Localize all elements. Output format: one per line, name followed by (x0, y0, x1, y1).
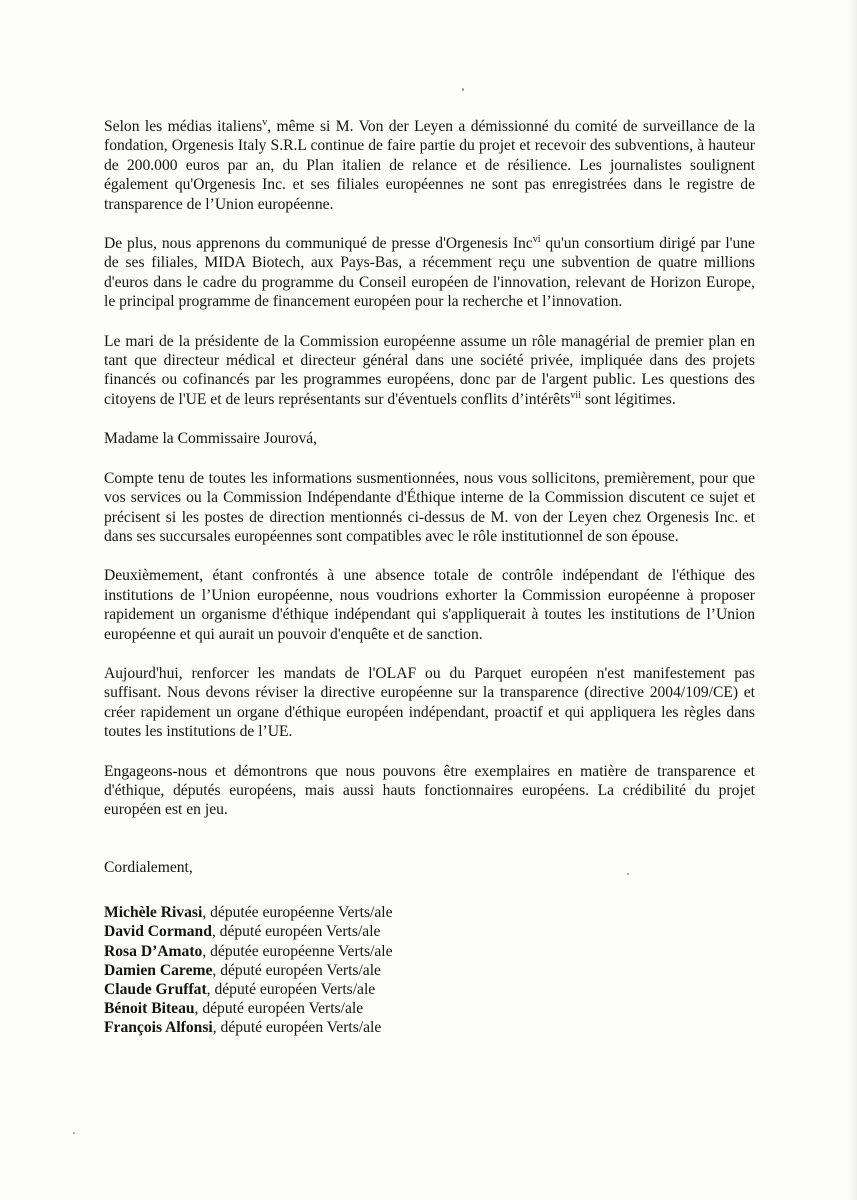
paragraph (104, 117, 755, 214)
signatory-line (104, 999, 755, 1018)
paragraph-text: Deuxièmement, étant confrontés à une absence totale de contrôle indépendant de l'éthique des institutions de l’Union européenne, nous voudrions exhorter la Commission européenne à proposer rapidement un organisme d'éthique indépendant qui s'appliquerait à toutes les institutions de l’Union européenne et qui aurait un pouvoir d'enquête et de sanction. (104, 567, 755, 643)
paragraph-text: sont légitimes. (580, 390, 676, 408)
paragraph-text: Selon les médias italiens (104, 118, 263, 135)
paragraph-text: Engageons-nous et démontrons que nous pouvons être exemplaires en matière de transparence et d'éthique, députés européens, mais aussi hauts fonctionnaires européens. La crédibilité du projet européen est en jeu. (104, 762, 755, 819)
footnote-marker: vii (570, 389, 581, 401)
signatory-name: Claude Gruffat (104, 981, 207, 998)
scan-speck (462, 88, 464, 91)
signatory-line (104, 980, 755, 999)
signatory-line (104, 903, 755, 922)
signatory-name: Damien Careme (104, 961, 213, 979)
signatory-line (104, 942, 755, 961)
signatory-role: , député européen Verts/ale (194, 1000, 364, 1018)
signatory-role: , députée européenne Verts/ale (202, 904, 393, 922)
scan-edge-shadow (847, 0, 857, 1200)
signatory-name: Bénoit Biteau (104, 1000, 195, 1018)
signature-block (104, 903, 755, 1037)
signatory-role: , député européen Verts/ale (211, 923, 381, 941)
closing: Cordialement, (104, 858, 193, 876)
signatory-name: Rosa D’Amato (104, 942, 203, 960)
paragraph (104, 762, 755, 820)
paragraph (104, 332, 755, 410)
signatory-role: , député européen Verts/ale (212, 961, 381, 979)
paragraph-text: qu'un consortium dirigé par l'une de ses filiales, MIDA Biotech, aux Pays-Bas, a récemment reçu une subvention de quatre millions d'euros dans le cadre du programme du Conseil européen de l'innovation, relevant de Horizon Europe, le principal programme de financement européen pour la recherche et l’innovation. (104, 235, 755, 311)
letter-paragraphs (104, 117, 755, 820)
paragraph-text: De plus, nous apprenons du communiqué de presse d'Orgenesis Inc (104, 235, 533, 253)
footnote-marker: vi (532, 233, 541, 245)
letter-body (104, 117, 755, 1038)
paragraph-text: Madame la Commissaire Jourová, (104, 430, 318, 448)
signatory-line (104, 961, 755, 980)
paragraph-text: Le mari de la présidente de la Commission européenne assume un rôle managérial de premier plan en tant que directeur médical et directeur général dans une société privée, impliquée dans des projets financés ou cofinancés par les programmes européens, donc par de l'argent public. Les questions des citoyens de l'UE et de leurs représentants sur d'éventuels conflits d’intérêts (104, 332, 755, 408)
paragraph (104, 234, 755, 312)
paragraph (104, 469, 755, 547)
scan-speck (73, 1132, 75, 1134)
signatory-name: Michèle Rivasi (104, 904, 203, 922)
paragraph (104, 664, 755, 742)
signatory-role: , député européen Verts/ale (206, 981, 376, 998)
paragraph-text: Aujourd'hui, renforcer les mandats de l'OLAF ou du Parquet européen n'est manifestement pas suffisant. Nous devons réviser la directive européenne sur la transparence (directive 2004/109/CE) et créer rapidement un organe d'éthique européen indépendant, proactif et qui appliquera les règles dans toutes les institutions de l’UE. (104, 664, 755, 741)
paragraph (104, 429, 755, 448)
paragraph-text: Compte tenu de toutes les informations susmentionnées, nous vous sollicitons, premièrement, pour que vos services ou la Commission Indépendante d'Éthique interne de la Commission discutent ce sujet et précisent si les postes de direction mentionnés ci-dessus de M. von der Leyen chez Orgenesis Inc. et dans ses succursales européennes sont compatibles avec le rôle institutionnel de son épouse. (104, 469, 755, 545)
footnote-marker: v (262, 116, 268, 128)
signatory-line (104, 1018, 755, 1037)
signatory-line (104, 922, 755, 941)
signatory-name: François Alfonsi (104, 1019, 213, 1037)
paragraph (104, 566, 755, 644)
paragraph-text: , même si M. Von der Leyen a démissionné du comité de surveillance de la fondation, Orgenesis Italy S.R.L continue de faire partie du projet et recevoir des subventions, à hauteur de 200.000 euros par an, du Plan italien de relance et de résilience. Les journalistes soulignent également qu'Orgenesis Inc. et ses filiales européennes ne sont pas enregistrées dans le registre de transparence de l’Union européenne. (104, 118, 755, 213)
signatory-role: , député européen Verts/ale (212, 1019, 382, 1037)
signatory-role: , députée européenne Verts/ale (202, 942, 393, 960)
signatory-name: David Cormand (104, 923, 212, 941)
